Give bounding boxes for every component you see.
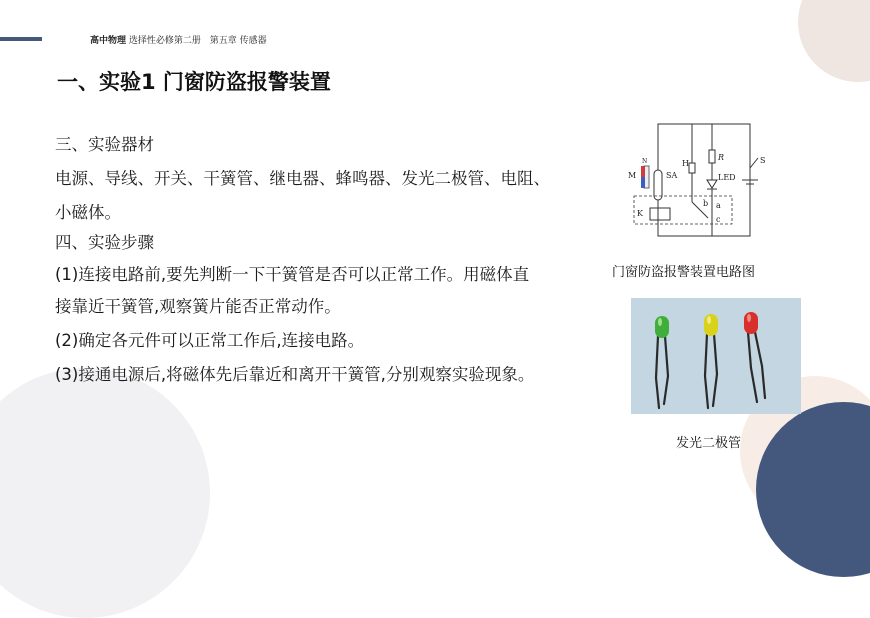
label-K: K [637, 209, 643, 218]
step-3-text: (3)接通电源后,将磁体先后靠近和离开干簧管,分别观察实验现象。 [55, 365, 535, 384]
label-b: b [703, 199, 709, 208]
decorative-circle-bottom-left [0, 368, 210, 618]
red-led [744, 312, 758, 334]
label-LED: LED [718, 173, 736, 182]
page-title: 一、实验1 门窗防盗报警装置 [57, 70, 331, 94]
breadcrumb [90, 33, 273, 46]
label-N: N [642, 158, 648, 165]
equipment-line-2: 小磁体。 [55, 203, 121, 222]
label-S: S [760, 156, 766, 165]
label-SA: SA [666, 171, 678, 180]
section-heading-equipment: 三、实验器材 [55, 135, 154, 154]
led-caption: 发光二极管 [676, 436, 742, 451]
breadcrumb-book: 选择性必修第二册 [128, 36, 201, 46]
green-led [655, 316, 669, 338]
label-M: M [628, 171, 637, 180]
equipment-line-1: 电源、导线、开关、干簧管、继电器、蜂鸣器、发光二极管、电阻、 [55, 169, 550, 188]
step-1-line-2: 接靠近干簧管,观察簧片能否正常动作。 [55, 297, 341, 316]
label-a: a [716, 201, 721, 210]
circuit-caption: 门窗防盗报警装置电路图 [612, 265, 756, 280]
label-c: c [716, 215, 721, 224]
step-1-line-1: (1)连接电路前,要先判断一下干簧管是否可以正常工作。用磁体直 [55, 265, 530, 284]
section-heading-steps: 四、实验步骤 [55, 233, 154, 252]
breadcrumb-chapter: 第五章 传感器 [209, 36, 267, 46]
decorative-circle-top-right [798, 0, 870, 82]
breadcrumb-subject: 高中物理 [90, 36, 127, 46]
label-R: R [718, 153, 725, 162]
header-accent-line [0, 37, 42, 41]
led-photo [631, 298, 801, 414]
step-2-text: (2)确定各元件可以正常工作后,连接电路。 [55, 331, 365, 350]
label-H: H [682, 159, 689, 168]
circuit-diagram [620, 118, 770, 240]
yellow-led [704, 314, 718, 336]
